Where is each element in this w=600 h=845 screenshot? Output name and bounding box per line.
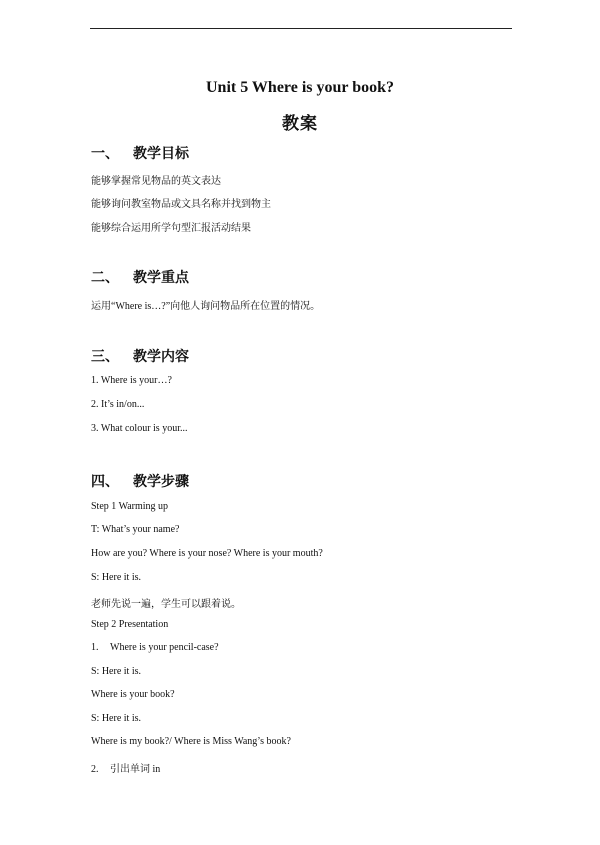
section-heading-steps xyxy=(91,471,189,491)
numbered-step xyxy=(91,642,219,653)
content-line: 1. Where is your…? xyxy=(91,375,172,386)
section-title: 教学步骤 xyxy=(133,475,189,490)
step-line: S: Here it is. xyxy=(91,666,141,677)
section-title: 教学内容 xyxy=(133,350,189,365)
section-number: 二、 xyxy=(91,271,119,286)
step-line: Step 1 Warming up xyxy=(91,501,169,512)
section-number: 三、 xyxy=(91,350,119,365)
step-line: S: Here it is. xyxy=(91,572,141,583)
key-point-line: 运用“Where is…?”向他人询问物品所在位置的情况。 xyxy=(91,301,321,312)
step-number: 1. xyxy=(91,642,99,653)
section-number: 四、 xyxy=(91,475,119,490)
step-line: Where is your book? xyxy=(91,689,175,700)
page-title: Unit 5 Where is your book? xyxy=(205,79,395,96)
step-line: Step 2 Presentation xyxy=(91,619,169,630)
section-heading-objectives xyxy=(91,143,189,163)
section-heading-content xyxy=(91,346,189,366)
objective-line: 能够综合运用所学句型汇报活动结果 xyxy=(91,223,251,234)
content-line: 3. What colour is your... xyxy=(91,423,188,434)
section-title: 教学目标 xyxy=(133,147,189,162)
objective-line: 能够掌握常见物品的英文表达 xyxy=(91,176,221,187)
objective-line: 能够询问教室物品或文具名称并找到物主 xyxy=(91,199,271,210)
step-line: Where is my book?/ Where is Miss Wang’s book? xyxy=(91,736,291,747)
step-line: How are you? Where is your nose? Where is your mouth? xyxy=(91,548,323,559)
section-title: 教学重点 xyxy=(133,271,189,286)
step-line: 老师先说一遍，学生可以跟着说。 xyxy=(91,599,241,610)
section-heading-key-points xyxy=(91,267,189,287)
header-rule xyxy=(90,28,512,29)
step-line: T: What’s your name? xyxy=(91,524,180,535)
step-text: Where is your pencil-case? xyxy=(110,642,219,653)
step-text: 引出单词 in xyxy=(110,764,161,775)
numbered-step xyxy=(91,760,160,775)
step-number: 2. xyxy=(91,764,99,775)
content-line: 2. It’s in/on... xyxy=(91,399,145,410)
page-subtitle: 教案 xyxy=(282,114,318,133)
section-number: 一、 xyxy=(91,147,119,162)
step-line: S: Here it is. xyxy=(91,713,141,724)
